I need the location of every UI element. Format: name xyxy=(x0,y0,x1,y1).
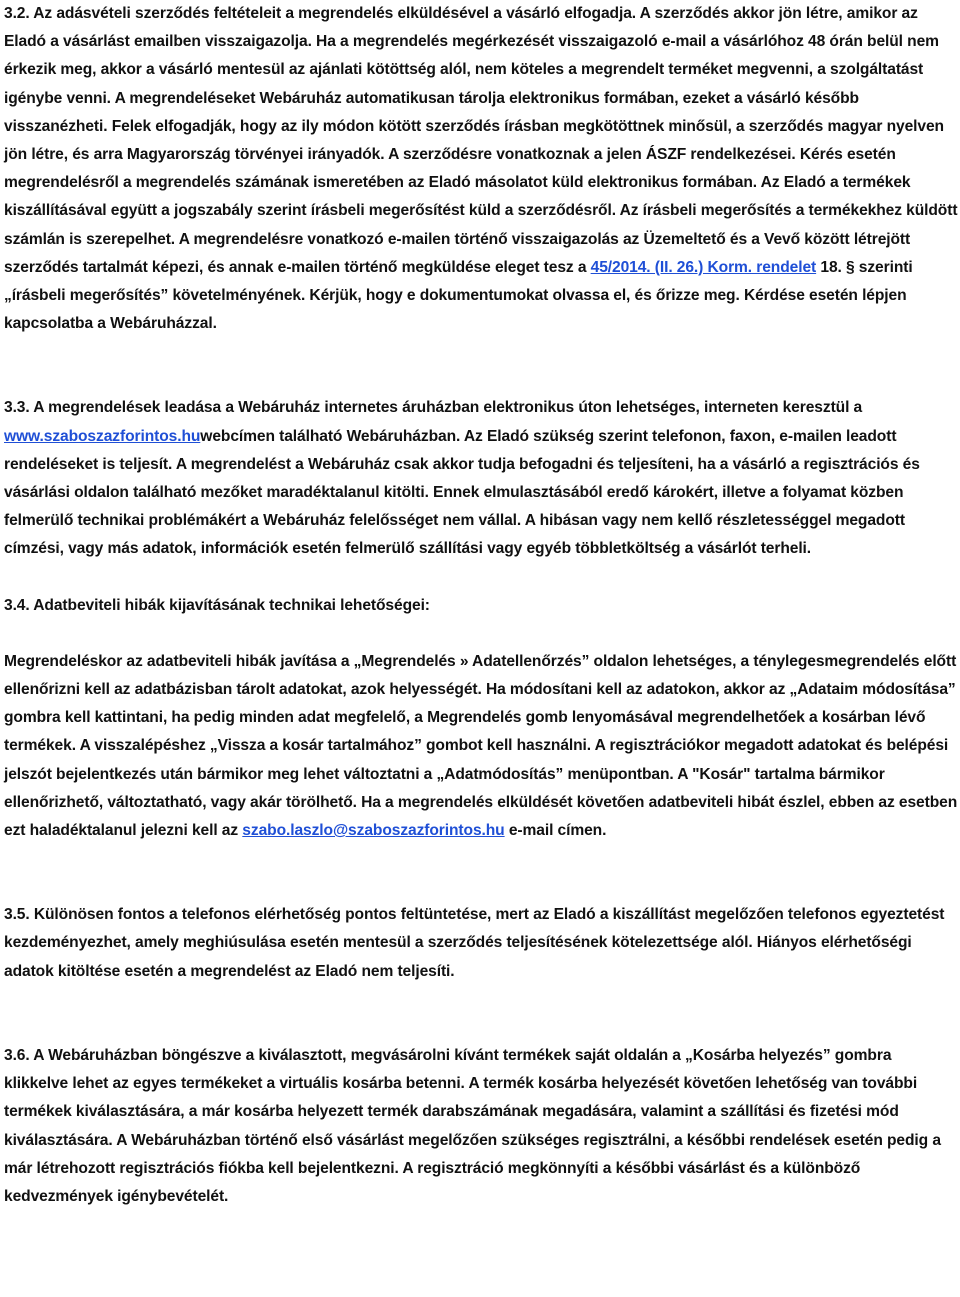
section-3-3-text-part2: webcímen található Webáruházban. Az Eladó szükség szerint telefonon, faxon, e-mailen leadott rendeléseket is teljesít. A megrendelést a Webáruház csak akkor tudja befogadni és teljesíteni, ha a vásárló a regisztrációs és vásárlási oldalon található mezőket maradéktalanul kitölti. Ennek elmulasztásából eredő károkért, illetve a folyamat közben felmerülő technikai problémákért a Webáruház felelősséget nem vállal. A hibásan vagy nem kellő részletességgel megadott címzési, vagy más adatok, információk esetén felmerülő szállítási vagy egyéb többletköltség a vásárlót terheli. xyxy=(4,427,920,558)
section-3-3-paragraph xyxy=(4,394,958,563)
section-gap xyxy=(4,986,958,1042)
email-link[interactable]: szabo.laszlo@szaboszazforintos.hu xyxy=(242,822,505,840)
section-3-4-text-part2: e-mail címen. xyxy=(504,822,607,840)
section-3-4-paragraph xyxy=(4,648,958,845)
document-page xyxy=(4,0,958,1211)
section-3-2-text-part2: 18. § szerinti „írásbeli megerősítés” követelményének. Kérjük, hogy e dokumentumokat olvassa el, és őrizze meg. Kérdése esetén lépjen kapcsolatba a Webáruházzal. xyxy=(4,258,913,333)
decree-link[interactable]: 45/2014. (II. 26.) Korm. rendelet xyxy=(590,258,817,276)
section-gap xyxy=(4,564,958,592)
website-link[interactable]: www.szaboszazforintos.hu xyxy=(4,427,201,445)
section-3-5-paragraph: 3.5. Különösen fontos a telefonos elérhetőség pontos feltüntetése, mert az Eladó a kiszállítást megelőzően telefonos egyeztetést kezdeményezhet, amely meghiúsulása esetén mentesül a szerződés teljesítésének kötelezettsége alól. Hiányos elérhetőségi adatok kitöltése esetén a megrendelést az Eladó nem teljesíti. xyxy=(4,906,945,980)
section-3-6-paragraph: 3.6. A Webáruházban böngészve a kiválasztott, megvásárolni kívánt termékek saját oldalán a „Kosárba helyezés” gombra klikkelve lehet az egyes termékeket a virtuális kosárba betenni. A termék kosárba helyezését követően lehetőség van további termékek kiválasztására, a már kosárba helyezett termék darabszámának megadására, valamint a szállítási és fizetési mód kiválasztására. A Webáruházban történő első vásárlást megelőzően szükséges regisztrálni, a későbbi rendelések esetén pedig a már létrehozott regisztrációs fiókba kell bejelentkezni. A regisztráció megkönnyíti a későbbi vásárlást és a különböző kedvezmények igénybevételét. xyxy=(4,1046,941,1205)
section-gap xyxy=(4,338,958,394)
section-3-3-text-part1: 3.3. A megrendelések leadása a Webáruház internetes áruházban elektronikus úton lehetséges, interneten keresztül a xyxy=(4,399,863,417)
section-3-2-paragraph xyxy=(4,0,958,338)
section-3-4-heading: 3.4. Adatbeviteli hibák kijavításának technikai lehetőségei: xyxy=(4,596,430,614)
section-gap xyxy=(4,845,958,901)
section-3-2-text-part1: 3.2. Az adásvételi szerződés feltételeit a megrendelés elküldésével a vásárló elfogadja. A szerződés akkor jön létre, amikor az Eladó a vásárlást emailben visszaigazolja. Ha a megrendelés megérkezését visszaigazoló e-mail a vásárlóhoz 48 órán belül nem érkezik meg, akkor a vásárló mentesül az ajánlati kötöttség alól, nem köteles a megrendelt terméket megvenni, a szolgáltatást igénybe venni. A megrendeléseket Webáruház automatikusan tárolja elektronikus formában, ezeket a vásárló később visszanézheti. Felek elfogadják, hogy az ily módon kötött szerződés írásban megkötöttnek minősül, a szerződés magyar nyelven jön létre, és arra Magyarország törvényei irányadók. A szerződésre vonatkoznak a jelen ÁSZF rendelkezései. Kérés esetén megrendelésről a megrendelés számának ismeretében az Eladó másolatot küld elektronikus formában. Az Eladó a termékek kiszállításával együtt a jogszabály szerint írásbeli megerősítést küld a szerződésről. Az írásbeli megerősítés a termékekhez küldött számlán is szerepelhet. A megrendelésre vonatkozó e-mailen történő visszaigazolás az Üzemeltető és a Vevő között létrejött szerződés tartalmát képezi, és annak e-mailen történő megküldése eleget tesz a xyxy=(4,5,958,276)
section-gap xyxy=(4,620,958,648)
section-3-4-text-part1: Megrendeléskor az adatbeviteli hibák javítása a „Megrendelés » Adatellenőrzés” oldalon lehetséges, a ténylegesmegrendelés előtt ellenőrizni kell az adatbázisban tárolt adatokat, azok helyességét. Ha módosítani kell az adatokon, akkor az „Adataim módosítása” gombra kell kattintani, ha pedig minden adat megfelelő, a Megrendelés gomb lenyomásával megrendelhetőek a kosárban lévő termékek. A visszalépéshez „Vissza a kosár tartalmához” gombot kell használni. A regisztrációkor megadott adatokat és belépési jelszót bejelentkezés után bármikor meg lehet változtatni a „Adatmódosítás” menüpontban. A "Kosár" tartalma bármikor ellenőrizhető, változtatható, vagy akár törölhető. Ha a megrendelés elküldését követően adatbeviteli hibát észlel, ebben az esetben ezt haladéktalanul jelezni kell az xyxy=(4,652,958,840)
